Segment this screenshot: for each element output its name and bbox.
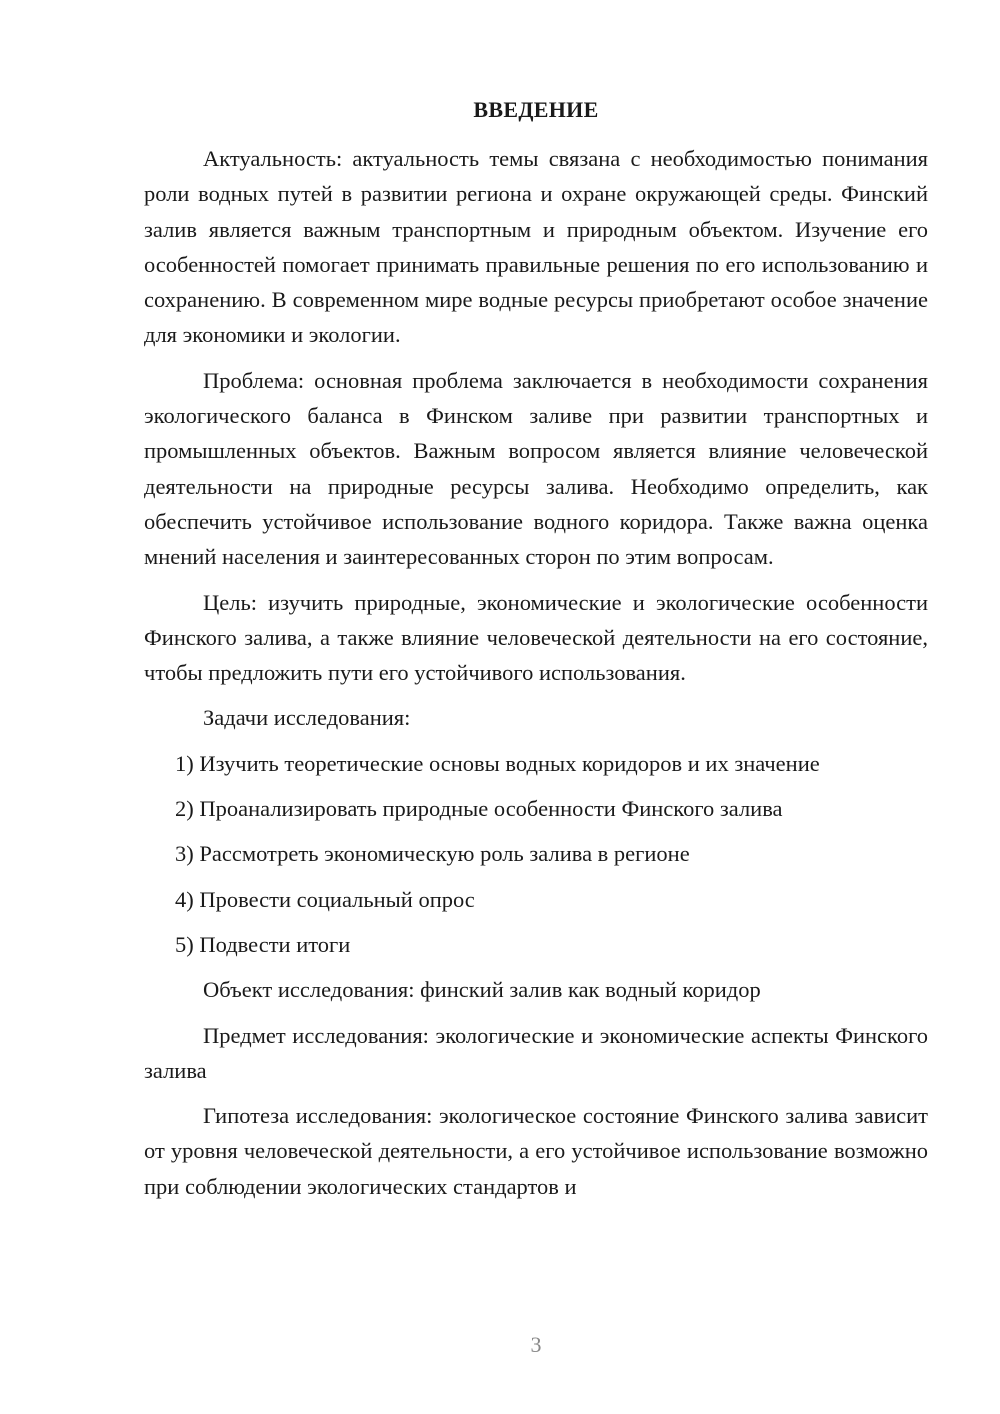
tasks-title: Задачи исследования:: [203, 705, 411, 731]
paragraph-object: Объект исследования: финский залив как водный коридор: [203, 977, 761, 1003]
list-item: 1) Изучить теоретические основы водных коридоров и их значение: [175, 750, 820, 776]
paragraph-hypothesis: Гипотеза исследования: экологическое состояние Финского залива зависит от уровня человеческой деятельности, а его устойчивое использование возможно при соблюдении экологических стандартов и: [144, 1103, 928, 1199]
paragraph-problem: Проблема: основная проблема заключается в необходимости сохранения экологического баланса в Финском заливе при развитии транспортных и промышленных объектов. Важным вопросом является влияние человеческой деятельности на природные ресурсы залива. Необходимо определить, как обеспечить устойчивое использование водного коридора. Также важна оценка мнений населения и заинтересованных сторон по этим вопросам.: [144, 367, 928, 570]
paragraph-relevance: Актуальность: актуальность темы связана с необходимостью понимания роли водных путей в развитии региона и охране окружающей среды. Финский залив является важным транспортным и природным объектом. Изучение его особенностей помогает принимать правильные решения по его использованию и сохранению. В современном мире водные ресурсы приобретают особое значение для экономики и экологии.: [144, 146, 928, 348]
list-item: 5) Подвести итоги: [175, 931, 351, 957]
list-item: 3) Рассмотреть экономическую роль залива в регионе: [175, 841, 690, 867]
section-heading: ВВЕДЕНИЕ: [473, 97, 599, 122]
tasks-list: [144, 746, 928, 962]
list-item: 4) Провести социальный опрос: [175, 886, 475, 912]
paragraph-subject: Предмет исследования: экологические и экономические аспекты Финского залива: [144, 1022, 928, 1083]
page-number: 3: [530, 1332, 542, 1357]
paragraph-goal: Цель: изучить природные, экономические и экологические особенности Финского залива, а также влияние человеческой деятельности на его состояние, чтобы предложить пути его устойчивого использования.: [144, 589, 928, 686]
list-item: 2) Проанализировать природные особенности Финского залива: [175, 796, 783, 822]
document-body: [144, 141, 928, 1214]
